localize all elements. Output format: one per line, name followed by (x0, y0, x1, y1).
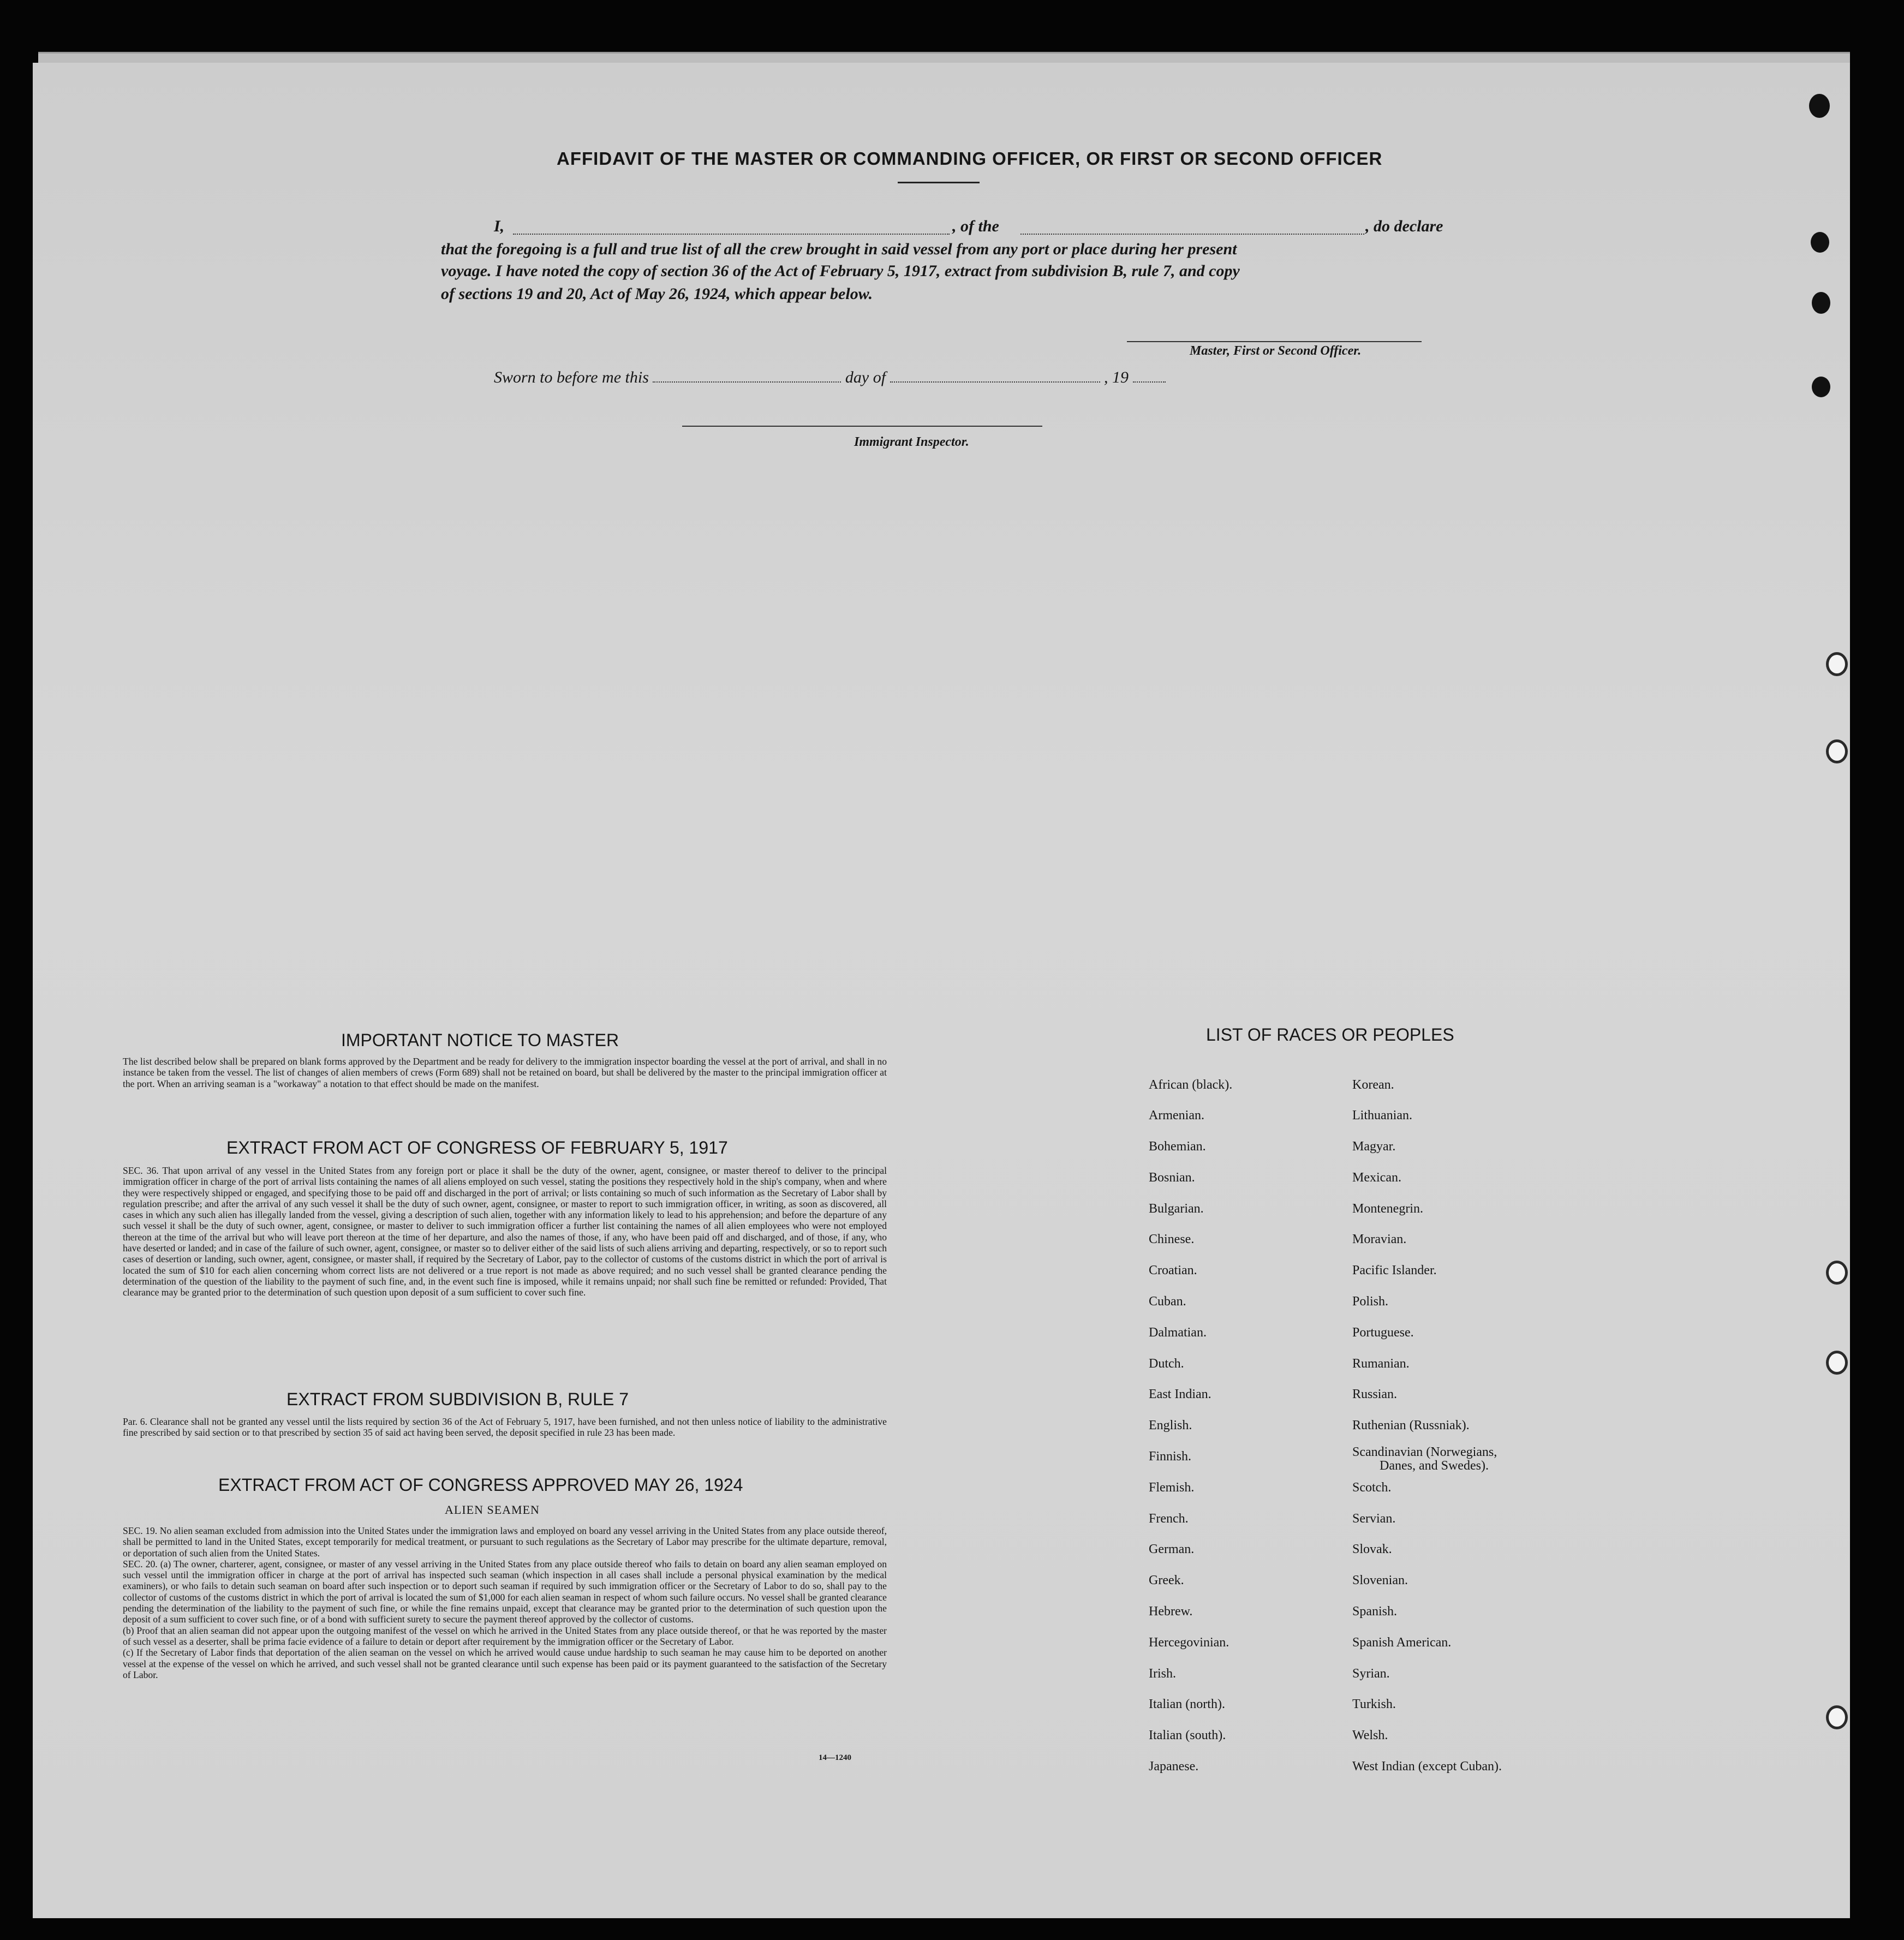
race-item: Korean. (1352, 1078, 1394, 1092)
affidavit-line-2: that the foregoing is a full and true list of all the crew brought in said vessel from any port or place during her present (441, 240, 1237, 258)
signature-line[interactable] (1127, 341, 1422, 342)
race-item: Russian. (1352, 1387, 1398, 1401)
race-item: East Indian. (1149, 1387, 1211, 1401)
race-item: Magyar. (1352, 1139, 1396, 1154)
signature-caption: Master, First or Second Officer. (1190, 344, 1362, 358)
section-20b-text: (b) Proof that an alien seaman did not appear upon the outgoing manifest of the vessel on which he arrived in the United States from any place outside thereof, or that he was reported by the master of such vessel as a deserter, shall be prima facie evidence of a failure to detain or deport after requirement by the immigration officer or the Secretary of Labor. (123, 1625, 887, 1647)
race-item: Danes, and Swedes). (1380, 1459, 1489, 1473)
race-item: Flemish. (1149, 1481, 1195, 1495)
race-item: Portuguese. (1352, 1326, 1414, 1340)
race-item: African (black). (1149, 1078, 1233, 1092)
race-item: Moravian. (1352, 1232, 1407, 1246)
sworn-text-a: Sworn to before me this (494, 368, 649, 386)
race-item: Greek. (1149, 1573, 1184, 1587)
section-19-text: SEC. 19. No alien seaman excluded from admission into the United States under the immigration laws and employed on board any vessel arriving in the United States from any place outside thereof, shall be permitted to land in the United States, except temporarily for medical treatment, or pursuant to such regulations as the Secretary of Labor may prescribe for the ultimate departure, removal, or deportation of such alien from the United States. (123, 1525, 887, 1559)
notice-text: The list described below shall be prepared on blank forms approved by the Department and be ready for delivery to the immigration inspector boarding the vessel at the port of arrival, and shall in no instance be taken from the vessel. The list of changes of alien members of crews (Form 689) shall not be retained on board, but shall be delivered by the master to the principal immigration officer at the port. When an arriving seaman is a "workaway" a notation to that effect should be made on the manifest. (123, 1056, 887, 1089)
section-20a-text: SEC. 20. (a) The owner, charterer, agent, consignee, or master of any vessel arriving in the United States from any place outside thereof who fails to detain on board any alien seaman employed on such vessel until the immigration officer in charge at the port of arrival has inspected such seaman (which inspection in all cases shall include a personal physical examination by the medical examiners), or who fails to detain such seaman on board after such inspection or to deport such seaman if required by such immigration officer or the Secretary of Labor to do so, shall pay to the collector of customs of the customs district in which the port of arrival is located the sum of $1,000 for each alien seaman in respect of whom such failure occurs. No vessel shall be granted clearance pending the determination of the liability to the payment of such fine, or while the fine remains unpaid, except that clearance may be granted prior to the determination of such question upon the deposit of a sum sufficient to cover such fine, or of a bond with sufficient surety to secure the payment thereof approved by the collector of customs. (123, 1558, 887, 1625)
binder-punch (1809, 94, 1830, 118)
sworn-line (494, 368, 1166, 387)
race-item: Spanish. (1352, 1604, 1398, 1619)
race-item: Ruthenian (Russniak). (1352, 1418, 1470, 1432)
race-item: Polish. (1352, 1294, 1389, 1309)
binder-hole (1826, 1351, 1848, 1375)
binder-punch (1812, 377, 1830, 397)
affidavit-line-1b: , of the (952, 217, 999, 235)
extract-1917-title: EXTRACT FROM ACT OF CONGRESS OF FEBRUARY 5, 1917 (226, 1138, 728, 1157)
race-item: Bohemian. (1149, 1139, 1206, 1154)
race-item: Bosnian. (1149, 1171, 1195, 1185)
race-item: Slovenian. (1352, 1573, 1408, 1587)
extract-1924-text (123, 1525, 887, 1680)
notice-title: IMPORTANT NOTICE TO MASTER (341, 1030, 619, 1050)
affidavit-line-3: voyage. I have noted the copy of section 36 of the Act of February 5, 1917, extract from subdivision B, rule 7, and copy (441, 262, 1240, 280)
race-item: Bulgarian. (1149, 1202, 1204, 1216)
affidavit-line-4: of sections 19 and 20, Act of May 26, 1924, which appear below. (441, 285, 873, 303)
binder-hole (1826, 1705, 1848, 1729)
inspector-signature-line[interactable] (682, 426, 1042, 427)
binder-punch (1812, 292, 1830, 314)
race-item: Lithuanian. (1352, 1108, 1412, 1123)
race-item: Turkish. (1352, 1697, 1396, 1711)
section-20c-text: (c) If the Secretary of Labor finds that deportation of the alien seaman on the vessel on which he arrived would cause undue hardship to such seaman he may cause him to be deported on another vessel at the expense of the vessel on which he arrived, and such vessel shall not be granted clearance until such expense has been paid or its payment guaranteed to the satisfaction of the Secretary of Labor. (123, 1647, 887, 1680)
binder-hole (1826, 1261, 1848, 1285)
affidavit-line-1a: I, (494, 217, 505, 235)
race-item: French. (1149, 1512, 1189, 1526)
race-item: Croatian. (1149, 1263, 1197, 1278)
binder-hole (1826, 739, 1848, 763)
race-item: Chinese. (1149, 1232, 1195, 1246)
affidavit-line-1c: , do declare (1365, 217, 1443, 235)
vessel-blank-line[interactable] (1020, 234, 1364, 235)
race-item: Scandinavian (Norwegians, (1352, 1445, 1497, 1459)
race-item: Cuban. (1149, 1294, 1186, 1309)
binder-punch (1811, 232, 1829, 253)
form-number: 14—1240 (819, 1753, 851, 1762)
race-item: Italian (north). (1149, 1697, 1225, 1711)
race-item: Rumanian. (1352, 1357, 1410, 1371)
race-item: Armenian. (1149, 1108, 1204, 1123)
affidavit-title: AFFIDAVIT OF THE MASTER OR COMMANDING OFFICER, OR FIRST OR SECOND OFFICER (557, 148, 1383, 169)
alien-seamen-subtitle: ALIEN SEAMEN (445, 1503, 540, 1517)
sworn-text-b: day of (845, 368, 886, 386)
race-item: Mexican. (1352, 1171, 1401, 1185)
race-item: Pacific Islander. (1352, 1263, 1437, 1278)
race-item: Scotch. (1352, 1481, 1392, 1495)
day-blank-line[interactable] (653, 381, 841, 383)
race-item: Japanese. (1149, 1759, 1199, 1774)
name-blank-line[interactable] (513, 234, 950, 235)
year-blank-line[interactable] (1133, 381, 1166, 383)
race-item: English. (1149, 1418, 1192, 1432)
extract-1917-text: SEC. 36. That upon arrival of any vessel in the United States from any foreign port or place it shall be the duty of the owner, agent, consignee, or master thereof to deliver to the principal immigration officer in charge of the port of arrival lists containing the names of all aliens employed on such vessel, stating the positions they respectively hold in the ship's company, when and where they were respectively shipped or engaged, and specifying those to be paid off and discharged in the port of arrival; or lists containing so much of such information as the Secretary of Labor shall by regulation prescribe; and after the arrival of any such vessel it shall be the duty of such owner, agent, consignee, or master to report to such immigration officer, in writing, as soon as discovered, all cases in which any such alien has illegally landed from the vessel, giving a description of such alien, together with any information likely to lead to his apprehension; and before the departure of any such vessel it shall be the duty of such owner, agent, consignee, or master to deliver to such immigration officer a further list containing the names of all alien employees who were not employed thereon at the time of the arrival but who will leave port thereon at the time of her departure, and also the names of those, if any, who have been paid off and discharged, and of those, if any, who have deserted or landed; and in case of the failure of such owner, agent, consignee, or master so to deliver either of the said lists of such aliens arriving and departing, respectively, or so to report such cases of desertion or landing, such owner, agent, consignee, or master shall, if required by the Secretary of Labor, pay to the collector of customs of the customs district in which the port of arrival is located the sum of $10 for each alien concerning whom correct lists are not delivered or a true report is not made as above required; and no such vessel shall be granted clearance pending the determination of the question of the liability to the payment of such fine, and, in the event such fine is imposed, while it remains unpaid; nor shall such fine be remitted or refunded: Provided, That clearance may be granted prior to the determination of such question upon deposit of a sum sufficient to cover such fine. (123, 1165, 887, 1298)
race-item: Italian (south). (1149, 1728, 1226, 1742)
race-item: Hebrew. (1149, 1604, 1193, 1619)
race-item: Syrian. (1352, 1667, 1390, 1681)
race-item: Hercegovinian. (1149, 1635, 1229, 1650)
sworn-text-c: , 19 (1104, 368, 1129, 386)
race-item: Montenegrin. (1352, 1202, 1423, 1216)
binder-hole (1826, 652, 1848, 676)
race-item: Dutch. (1149, 1357, 1184, 1371)
races-title: LIST OF RACES OR PEOPLES (1206, 1025, 1454, 1044)
extract-1924-title: EXTRACT FROM ACT OF CONGRESS APPROVED MAY 26, 1924 (218, 1475, 743, 1495)
race-item: Irish. (1149, 1667, 1176, 1681)
race-item: Dalmatian. (1149, 1326, 1207, 1340)
extract-rule7-title: EXTRACT FROM SUBDIVISION B, RULE 7 (287, 1389, 629, 1409)
extract-rule7-text: Par. 6. Clearance shall not be granted any vessel until the lists required by section 36 of the Act of February 5, 1917, have been furnished, and not then unless notice of liability to the administrative fine prescribed by said section or to that prescribed by section 35 of said act having been served, the deposit specified in rule 23 has been made. (123, 1416, 887, 1438)
race-item: Servian. (1352, 1512, 1396, 1526)
race-item: German. (1149, 1542, 1195, 1556)
race-item: Slovak. (1352, 1542, 1392, 1556)
inspector-caption: Immigrant Inspector. (854, 435, 969, 449)
title-rule (898, 182, 980, 183)
race-item: Spanish American. (1352, 1635, 1452, 1650)
month-blank-line[interactable] (890, 381, 1100, 383)
race-item: Welsh. (1352, 1728, 1388, 1742)
race-item: Finnish. (1149, 1449, 1192, 1464)
race-item: West Indian (except Cuban). (1352, 1759, 1502, 1774)
